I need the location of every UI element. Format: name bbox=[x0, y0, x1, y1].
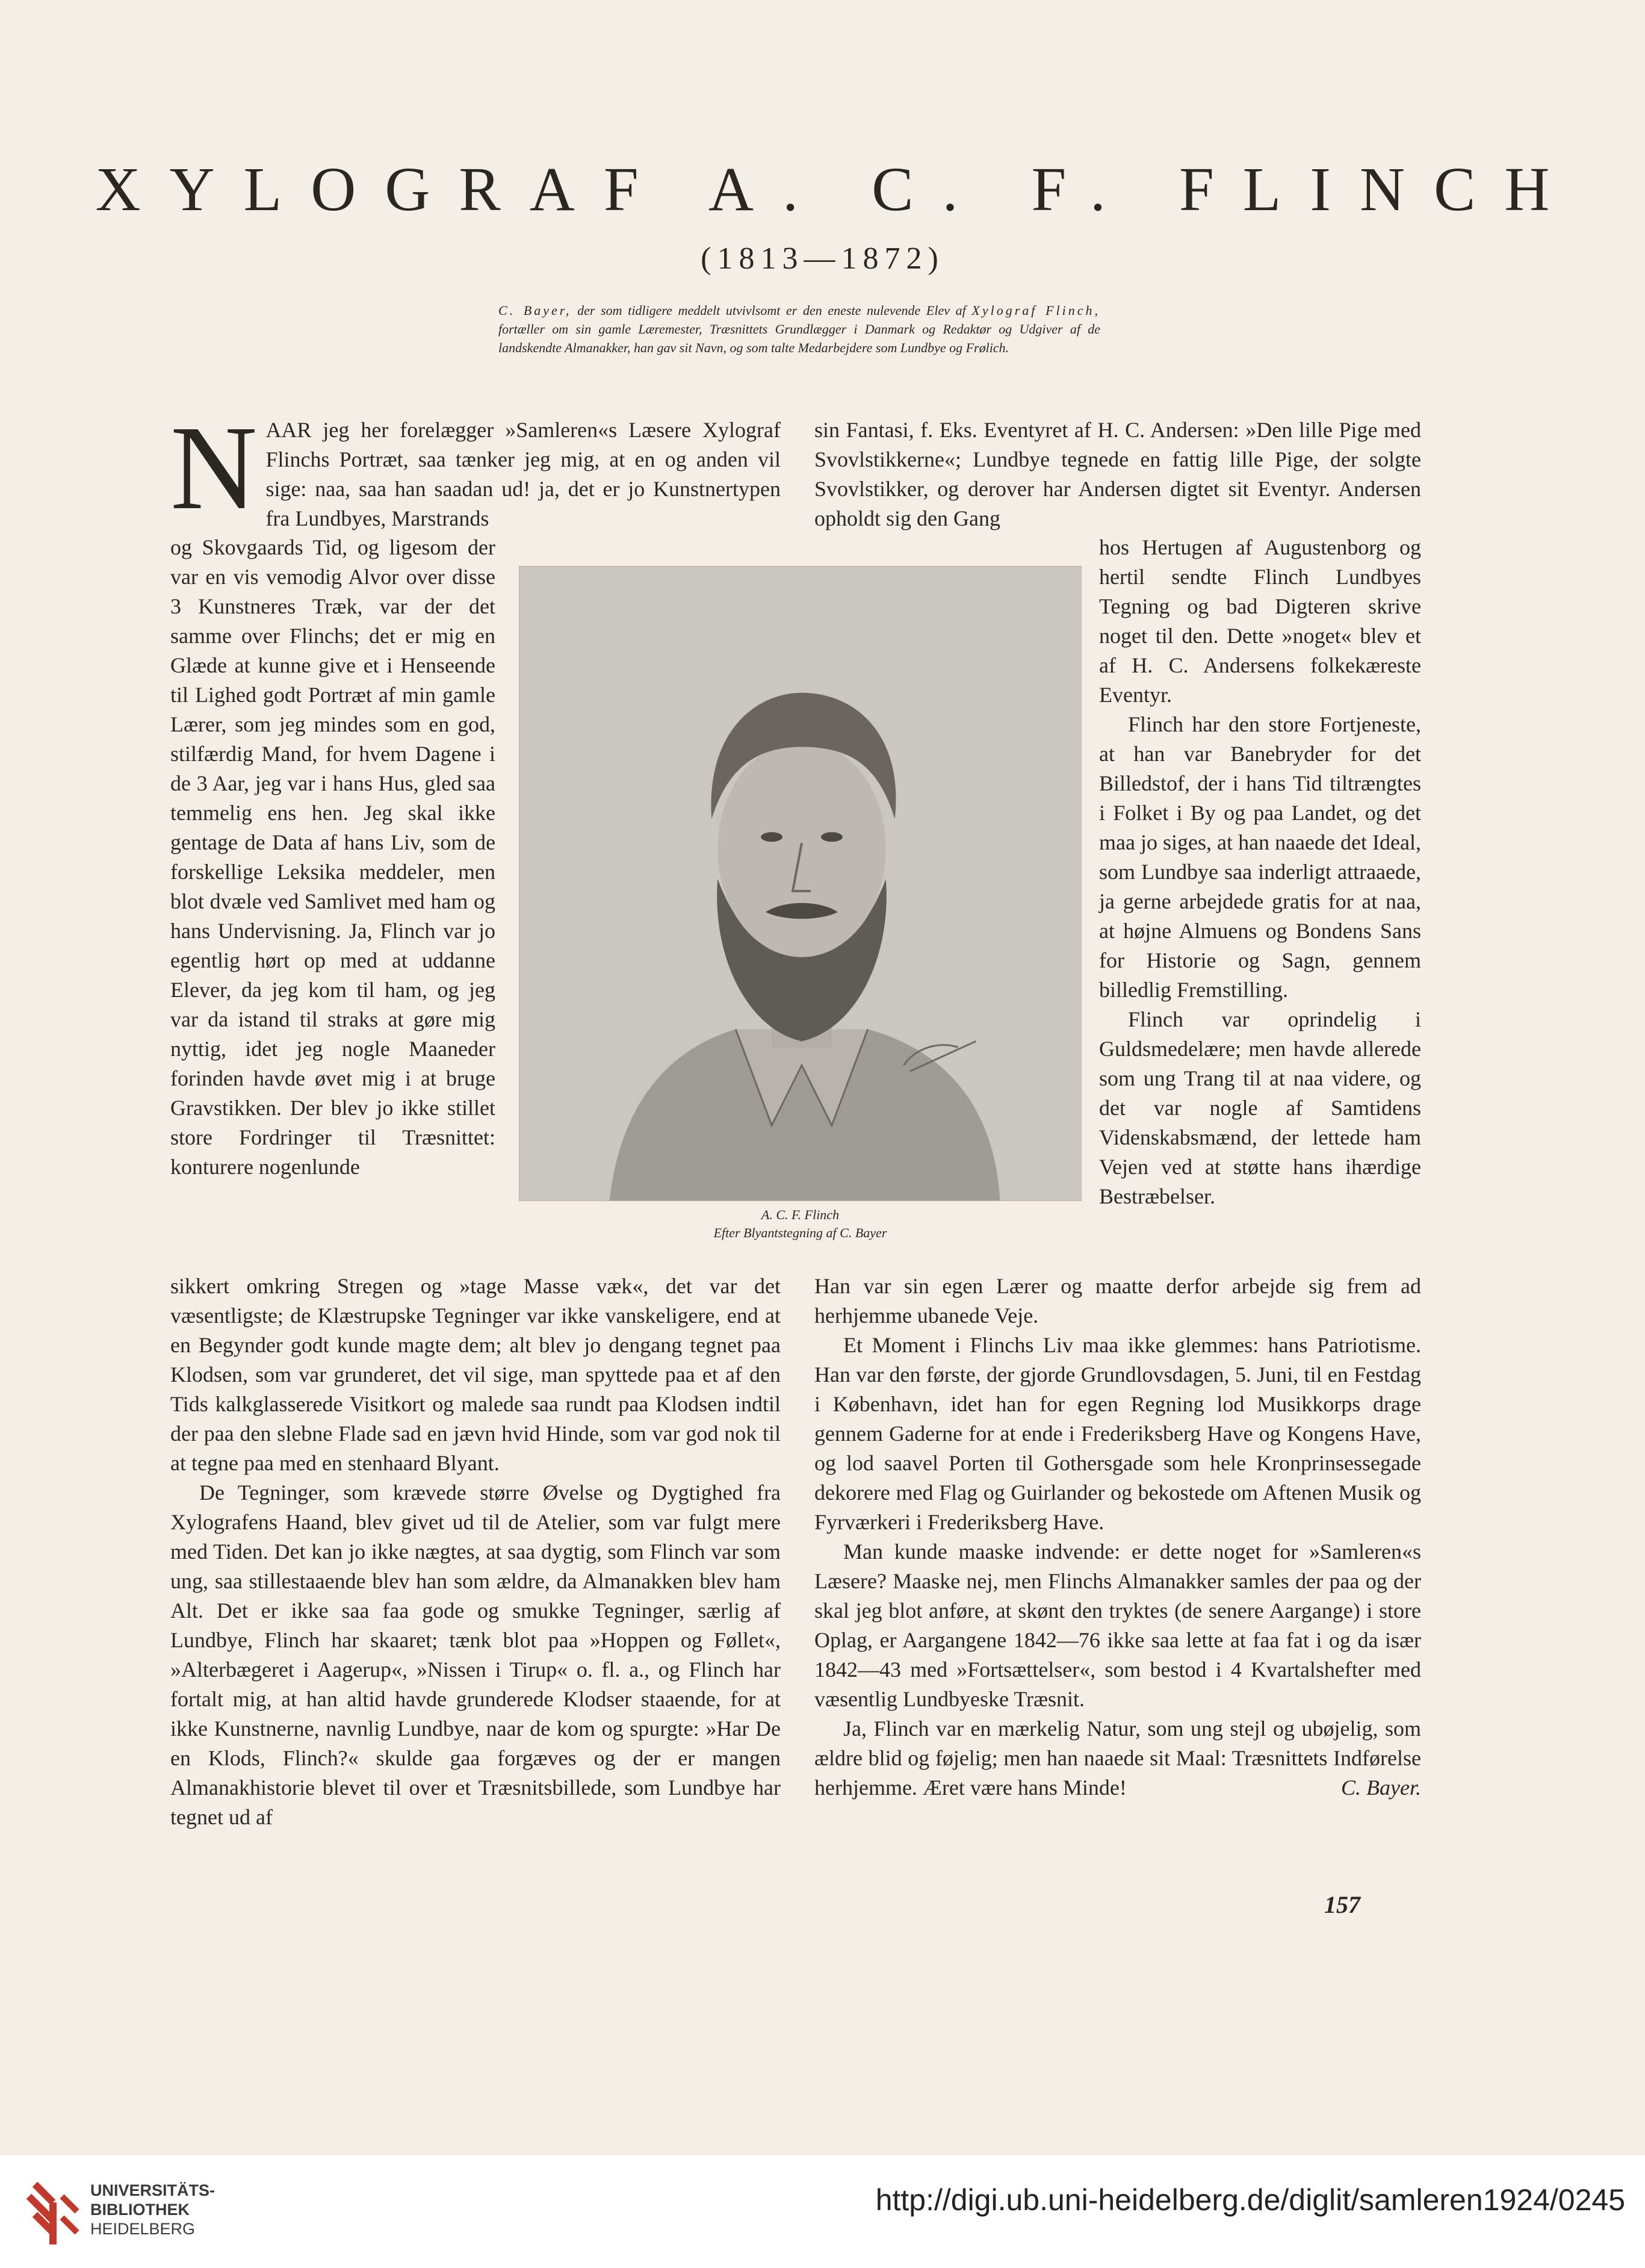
drop-cap: N bbox=[170, 402, 258, 535]
library-line-3: HEIDELBERG bbox=[90, 2220, 196, 2238]
library-name[interactable] bbox=[90, 2181, 215, 2238]
intro-name: Xylograf Flinch, bbox=[971, 303, 1101, 318]
article-intro bbox=[498, 301, 1100, 357]
author-signature: C. Bayer. bbox=[1341, 1776, 1421, 1800]
article-years: (1813—1872) bbox=[701, 241, 944, 276]
left-bottom-paragraph-1: sikkert omkring Stregen og »tage Masse væk«, det var det væsentligste; de Klæstrupske Tegninger var ikke vanskeligere, end at en Begynder godt kunde magte dem; alt blev jo dengang tegnet paa Klodsen, som var grunderet, det vil sige, man spyttede paa et af den Tids kalkglasserede Visitkort og malede saa rundt paa Klodsen indtil der paa den slebne Flade sad en jævn hvid Hinde, som var god nok til at tegne paa med en stenhaard Blyant. bbox=[170, 1274, 781, 1475]
right-bottom-paragraph-3: Man kunde maaske indvende: er dette noget for »Samleren«s Læsere? Maaske nej, men Flinchs Almanakker samles der paa og der skal jeg blot anføre, at skønt den tryktes (de senere Aargange) i store Oplag, er Aargangene 1842—76 ikke saa lette at faa fat i og da især 1842—43 med »Fortsættelser«, som bestod i 4 Kvartalshefter med væsentlig Lundbyeske Træsnit. bbox=[814, 1539, 1421, 1711]
opening-text: AAR jeg her forelægger »Samleren«s Læsere Xylograf Flinchs Portræt, saa tænker jeg mig, at en og anden vil sige: naa, saa han saadan ud! ja, det er jo Kunstnertypen fra Lundbyes, Marstrands bbox=[265, 418, 781, 530]
page-number: 157 bbox=[1324, 1891, 1360, 1918]
opening-paragraph bbox=[170, 402, 781, 535]
caption-line-2: Efter Blyantstegning af C. Bayer bbox=[713, 1225, 887, 1240]
closing-text: Ja, Flinch var en mærkelig Natur, som ung stejl og ubøjelig, som ældre blid og føjelig; men han naaede sit Maal: Træsnittets Indførelse herhjemme. Æret være hans Minde! bbox=[814, 1717, 1421, 1800]
portrait-caption bbox=[519, 1206, 1082, 1242]
library-logo-icon[interactable] bbox=[17, 2172, 87, 2251]
right-bottom-paragraph-1: Han var sin egen Lærer og maatte derfor arbejde sig frem ad herhjemme ubanede Veje. bbox=[814, 1274, 1421, 1328]
right-top-text: sin Fantasi, f. Eks. Eventyret af H. C. Andersen: »Den lille Pige med Svovlstikkerne«; Lundbye tegnede en fattig lille Pige, der solgte Svovlstikker, og derover har Andersen digtet sit Eventyr. Andersen opholdt sig den Gang bbox=[814, 418, 1421, 530]
right-narrow-paragraph-1: hos Hertugen af Augustenborg og hertil sendte Flinch Lundbyes Tegning og bad Digteren skrive noget til den. Dette »noget« blev et af H. C. Andersens folkekæreste Eventyr. bbox=[1099, 535, 1421, 707]
left-column-top bbox=[170, 402, 781, 535]
left-column-bottom bbox=[170, 1272, 781, 1832]
source-url-link[interactable]: http://digi.ub.uni-heidelberg.de/diglit/samleren1924/0245 bbox=[875, 2183, 1625, 2217]
right-column-bottom bbox=[814, 1272, 1421, 1803]
portrait-sketch-icon bbox=[519, 567, 1081, 1201]
left-narrow-text: og Skovgaards Tid, og ligesom der var en vis vemodig Alvor over disse 3 Kunstneres Træk, var der det samme over Flinchs; det er mig en Glæde at kunne give et i Henseende til Lighed godt Portræt af min gamle Lærer, som jeg mindes som en god, stilfærdig Mand, for hvem Dagene i de 3 Aar, jeg var i hans Hus, gled saa temmelig ens hen. Jeg skal ikke gentage de Data af hans Liv, som de forskellige Leksika meddeler, men blot dvæle ved Samlivet med ham og hans Undervisning. Ja, Flinch var jo egentlig hørt op med at uddanne Elever, da jeg kom til ham, og jeg var da istand til straks at gøre mig nyttig, idet jeg nogle Maaneder forinden havde øvet mig i at bruge Gravstikken. Der blev jo ikke stillet store Fordringer til Træsnittet: konturere nogenlunde bbox=[170, 535, 495, 1179]
caption-line-1: A. C. F. Flinch bbox=[761, 1207, 840, 1222]
right-narrow-paragraph-3: Flinch var oprindelig i Guldsmedelære; men havde allerede som ung Trang til at naa videre, og det var nogle af Samtidens Videnskabsmænd, der lettede ham Vejen ved at støtte hans ihærdige Bestræbelser. bbox=[1099, 1007, 1421, 1208]
intro-text-2: fortæller om sin gamle Læremester, Træsnittets Grundlægger i Danmark og Redaktør og Udgiver af de landskendte Almanakker, han gav sit Navn, og som talte Medarbejdere som Lundbye og Frølich. bbox=[498, 322, 1100, 355]
library-footer bbox=[0, 2155, 1645, 2268]
left-bottom-paragraph-2: De Tegninger, som krævede større Øvelse og Dygtighed fra Xylografens Haand, blev givet ud til de Atelier, som var fulgt mere med Tiden. Det kan jo ikke nægtes, at saa dygtig, som Flinch var som ung, saa stillestaaende blev han som ældre, da Almanakken blev ham Alt. Det er ikke saa faa gode og smukke Tegninger, særlig af Lundbye, Flinch har skaaret; tænk blot paa »Hoppen og Føllet«, »Alterbægeret i Aagerup«, »Nissen i Tirup« o. fl. a., og Flinch har fortalt mig, at han altid havde grunderede Klodser staaende, for at ikke Kunstnerne, navnlig Lundbye, naar de kom og spurgte: »Har De en Klods, Flinch?« skulde gaa forgæves og der er mangen Almanakhistorie blevet til over et Træsnitsbillede, som Lundbye har tegnet ud af bbox=[170, 1480, 781, 1829]
library-line-2: BIBLIOTHEK bbox=[90, 2201, 190, 2219]
article-title: XYLOGRAF A. C. F. FLINCH bbox=[95, 155, 1579, 224]
portrait-drawing bbox=[519, 566, 1082, 1201]
right-narrow-paragraph-2: Flinch har den store Fortjeneste, at han var Banebryder for det Billedstof, der i hans Tid tiltrængtes i Folket i By og paa Landet, og det maa jo siges, at han naaede det Ideal, som Lundbye saa inderligt attraaede, ja gerne arbejdede gratis for at naa, at højne Almuens og Bondens Sans for Historie og Sagn, gennem billedlig Fremstilling. bbox=[1099, 712, 1421, 1002]
library-line-1: UNIVERSITÄTS- bbox=[90, 2181, 215, 2199]
intro-author: C. Bayer, bbox=[498, 303, 572, 318]
right-bottom-paragraph-2: Et Moment i Flinchs Liv maa ikke glemmes: hans Patriotisme. Han var den første, der gjorde Grundlovsdagen, 5. Juni, til en Festdag i København, idet han for egen Regning lod Musikkorps drage gennem Gaderne for at ende i Frederiksberg Have og Kongens Have, og lod saavel Porten til Gothersgade som hele Kronprinsessegade dekorere med Flag og Guirlander og bekostede om Aftenen Musik og Fyrværkeri i Frederiksberg Have. bbox=[814, 1333, 1421, 1534]
right-column-top bbox=[814, 415, 1421, 533]
intro-text-1: der som tidligere meddelt utvivlsomt er den eneste nulevende Elev af bbox=[571, 303, 972, 318]
right-bottom-paragraph-4 bbox=[814, 1714, 1421, 1803]
right-column-narrow bbox=[1099, 533, 1421, 1211]
left-column-narrow bbox=[170, 533, 495, 1182]
